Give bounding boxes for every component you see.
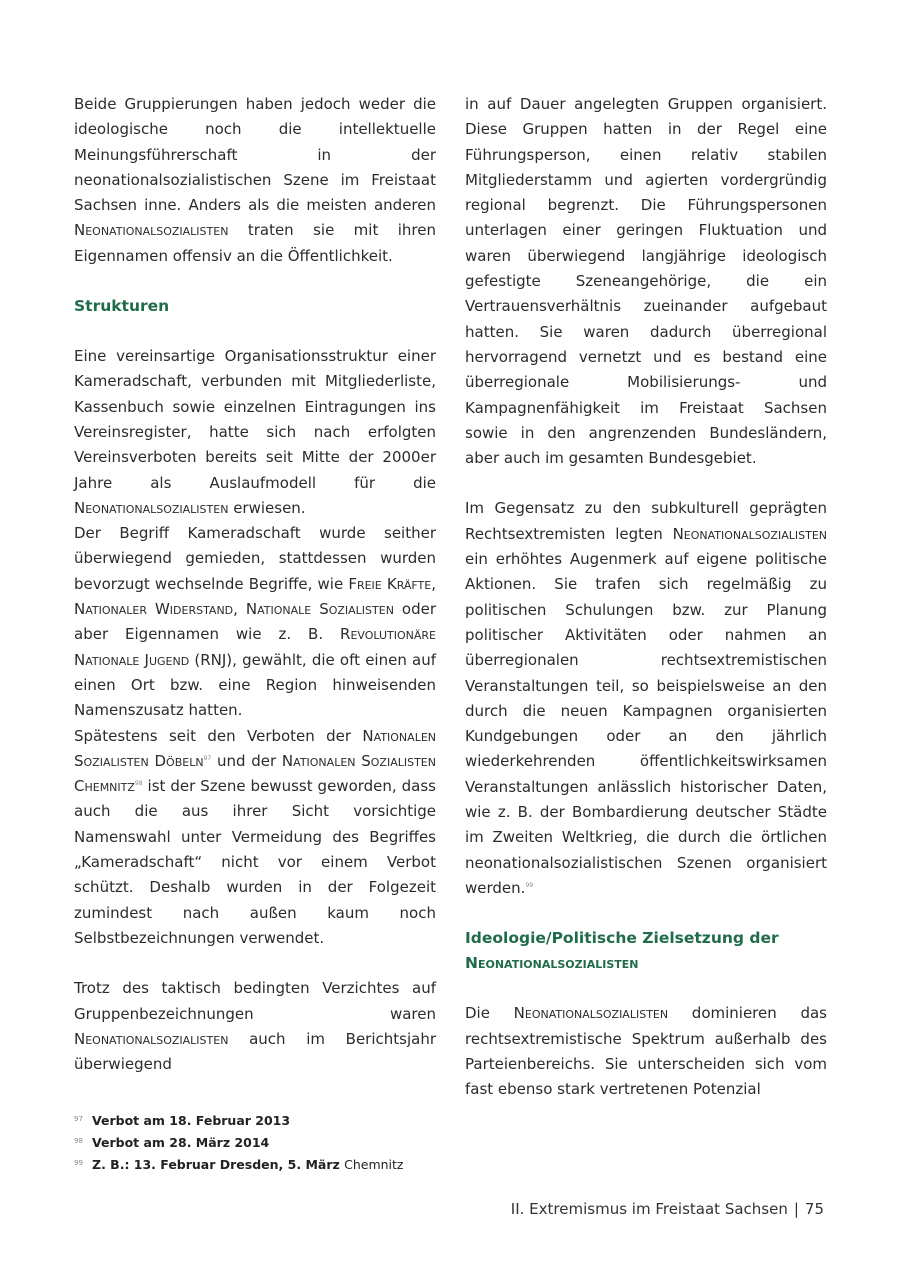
- footnote-item: 98 Verbot am 28. März 2014: [74, 1135, 270, 1150]
- paragraph: Trotz des taktisch bedingten Verzichtes auf Gruppenbezeichnungen waren Neonationalsozialisten auch im Berichtsjahr überwiegend: [74, 979, 436, 1074]
- footnote-ref: 97: [203, 754, 212, 762]
- paragraph: Die Neonationalsozialisten dominieren das rechtsextremistische Spektrum außerhalb des Parteienbereichs. Sie unterscheiden sich vom fast ebenso stark vertretenen Potenzial: [465, 1004, 827, 1099]
- footnotes: [74, 1109, 403, 1175]
- footer-separator: |: [793, 1200, 799, 1218]
- footnote-item: 99 Z. B.: 13. Februar Dresden, 5. März Chemnitz: [74, 1157, 404, 1172]
- section-heading-ideologie: Ideologie/Politische Zielsetzung der Neonationalsozialisten: [465, 929, 779, 973]
- footnote-item: 97 Verbot am 18. Februar 2013: [74, 1113, 291, 1128]
- page-number: 75: [804, 1200, 824, 1218]
- page-footer: [511, 1200, 824, 1218]
- section-heading-strukturen: Strukturen: [74, 297, 170, 316]
- left-column: [74, 92, 436, 1077]
- footnote-ref: 99: [525, 881, 534, 889]
- paragraph: Beide Gruppierungen haben jedoch weder die ideologische noch die intellektuelle Meinungsführerschaft in der neonationalsozialistischen Szene im Freistaat Sachsen inne. Anders als die meisten anderen Neonationalsozialisten traten sie mit ihren Eigennamen offensiv an die Öffentlichkeit.: [74, 95, 436, 265]
- footer-section-title: II. Extremismus im Freistaat Sachsen: [510, 1200, 788, 1218]
- paragraph: in auf Dauer angelegten Gruppen organisiert. Diese Gruppen hatten in der Regel eine Führungsperson, einen relativ stabilen Mitgliederstamm und agierten vordergründig regional begrenzt. Die Führungspersonen unterlagen einer geringen Fluktuation und waren überwiegend langjährige ideologisch gefestigte Szeneangehörige, die ein Vertrauensverhältnis zueinander aufgebaut hatten. Sie waren dadurch überregional hervorragend vernetzt und es bestand eine überregionale Mobilisierungs- und Kampagnenfähigkeit im Freistaat Sachsen sowie in den angrenzenden Bundesländern, aber auch im gesamten Bundesgebiet.: [465, 95, 827, 468]
- right-column: [465, 92, 827, 1102]
- footnote-ref: 98: [134, 780, 143, 788]
- paragraph: Spätestens seit den Verboten der Nationalen Sozialisten Döbeln$^{97}$ und der Nationalen Sozialisten Chemnitz$^{98}$ ist der Szene bewusst geworden, dass auch die aus ihrer Sicht vorsichtige Namenswahl unter Vermeidung des Begriffes „Kameradschaft“ nicht vor einem Verbot schützt. Deshalb wurden in der Folgezeit zumindest nach außen kaum noch Selbstbezeichnungen verwendet.: [74, 726, 436, 947]
- paragraph: Der Begriff Kameradschaft wurde seither überwiegend gemieden, stattdessen wurden bevorzugt wechselnde Begriffe, wie Freie Kräfte, Nationaler Widerstand, Nationale Sozialisten oder aber Eigennamen wie z. B. Revolutionäre Nationale Jugend (RNJ), gewählt, die oft einen auf einen Ort bzw. eine Region hinweisenden Namenszusatz hatten.: [74, 524, 437, 720]
- paragraph: Eine vereinsartige Organisationsstruktur einer Kameradschaft, verbunden mit Mitgliederliste, Kassenbuch sowie einzelnen Eintragungen ins Vereinsregister, hatte sich nach erfolgten Vereinsverboten bereits seit Mitte der 2000er Jahre als Auslaufmodell für die Neonationalsozialisten erwiesen.: [74, 347, 436, 517]
- paragraph: Im Gegensatz zu den subkulturell geprägten Rechtsextremisten legten Neonationalsozialisten ein erhöhtes Augenmerk auf eigene politische Aktionen. Sie trafen sich regelmäßig zu politischen Schulungen bzw. zur Planung politischer Aktivitäten oder nahmen an überregionalen rechtsextremistischen Veranstaltungen teil, so beispielsweise an den durch die neuen Kampagnen organisierten Kundgebungen oder an den jährlich wiederkehrenden öffentlichkeitswirksamen Veranstaltungen anlässlich historischer Daten, wie z. B. der Bombardierung deutscher Städte im Zweiten Weltkrieg, die durch die örtlichen neonationalsozialistischen Szenen organisiert werden.$^{99}$: [465, 499, 827, 897]
